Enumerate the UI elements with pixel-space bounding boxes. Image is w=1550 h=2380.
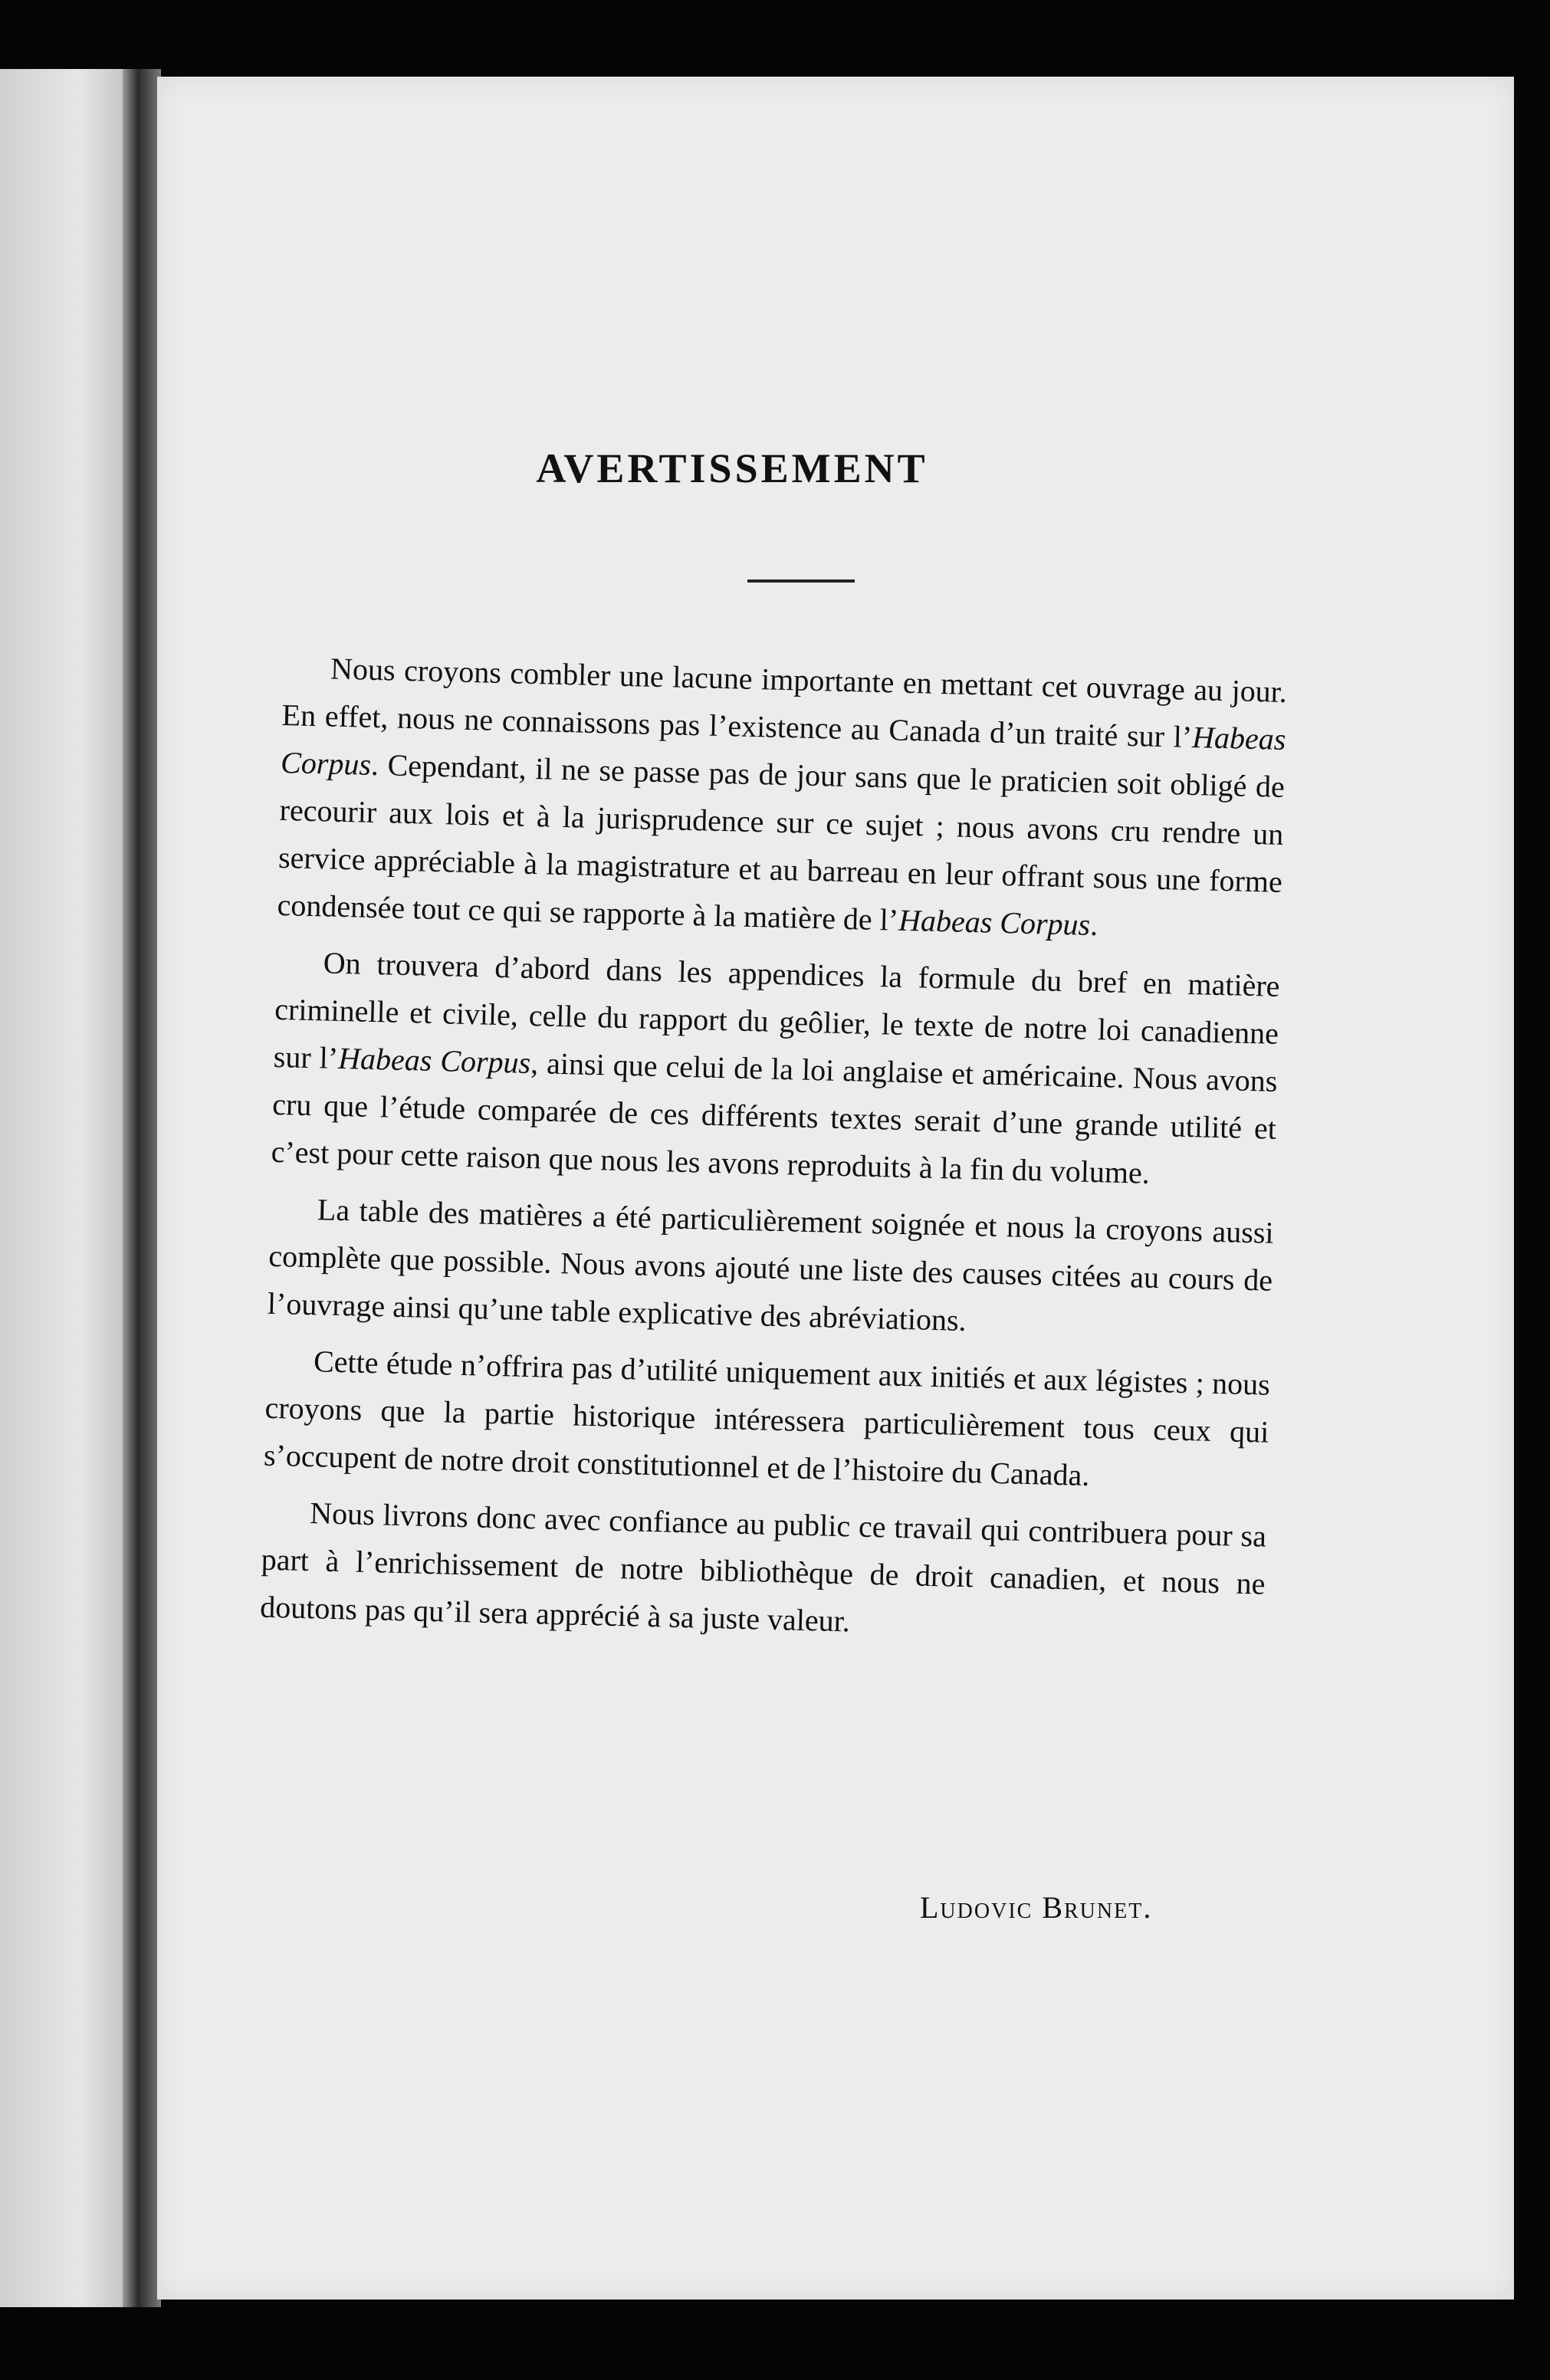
paragraph-1	[277, 644, 1288, 954]
body-text	[259, 644, 1287, 1665]
paragraph-text: On trouvera d’abord dans les appendices la formule du bref en matière criminelle et civile, celle du rapport du geôlier, le texte de notre loi canadienne sur l’	[273, 945, 1281, 1075]
paragraph-text: Cette étude n’offrira pas d’utilité uniquement aux initiés et aux légistes ; nous croyons que la partie historique intéressera particulièrement tous ceux qui s’occupent de notre droit constitutionnel et de l’histoire du Canada.	[263, 1344, 1271, 1493]
paragraph-5	[260, 1489, 1267, 1656]
paragraph-2	[271, 938, 1280, 1200]
paragraph-text: La table des matières a été particulièrement soignée et nous la croyons aussi complète que possible. Nous avons ajouté une liste des causes citées au cours de l’ouvrage ainsi qu’une table explicative des abréviations.	[267, 1192, 1275, 1338]
paragraph-text: Nous livrons donc avec confiance au public ce travail qui contribuera pour sa part à l’enrichissement de notre bibliothèque de droit canadien, et nous ne doutons pas qu’il sera apprécié à sa juste valeur.	[259, 1495, 1267, 1639]
paragraph-text: . Cependant, il ne se passe pas de jour sans que le praticien soit obligé de recourir aux lois et à la jurisprudence sur ce sujet ; nous avons cru rendre un service appréciable à la magistrature et au barreau en leur offrant sous une forme condensée tout ce qui se rapporte à la matière de l’	[277, 747, 1286, 937]
paragraph-text: , ainsi que celui de la loi anglaise et américaine. Nous avons cru que l’étude comparée de ces différents textes serait d’une grande utilité et c’est pour cette raison que nous les avons reproduits à la fin du volume.	[271, 1046, 1279, 1190]
paragraph-4	[263, 1337, 1270, 1504]
book-page	[157, 77, 1514, 2300]
title-divider	[747, 579, 855, 583]
paragraph-3	[267, 1185, 1274, 1352]
author-signature: Ludovic Brunet.	[920, 1890, 1153, 1925]
page-title: AVERTISSEMENT	[536, 445, 928, 491]
italic-term: Habeas Corpus	[898, 902, 1091, 942]
paragraph-text: Nous croyons combler une lacune importante en mettant cet ouvrage au jour. En effet, nous ne connaissons pas l’existence au Canada d’un traité sur l’	[281, 651, 1288, 754]
italic-term: Habeas Corpus	[337, 1040, 531, 1081]
adjacent-page-edge	[0, 69, 134, 2307]
italic-term: Habeas Corpus	[280, 719, 1286, 782]
book-binding-shadow	[123, 69, 161, 2307]
paragraph-text: .	[1089, 907, 1098, 943]
